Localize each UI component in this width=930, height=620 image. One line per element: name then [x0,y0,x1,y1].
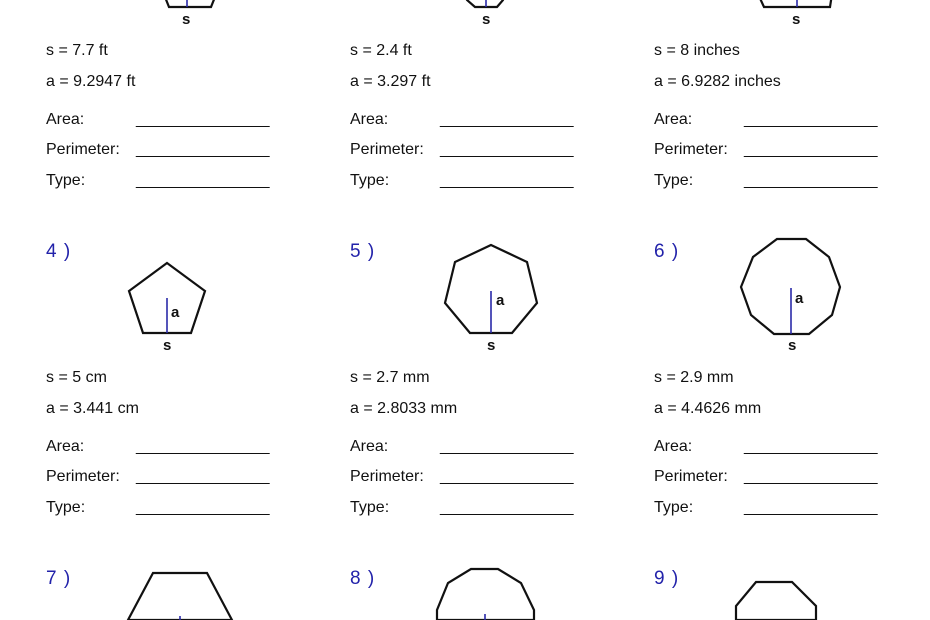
perimeter-label: Perimeter: [350,141,424,158]
polygon-outline [736,582,816,620]
area-label: Area: [654,111,693,128]
side-label: s [182,11,191,28]
polygon-outline [437,569,534,620]
perimeter-answer-blank[interactable]: _______________ [744,141,878,158]
area-answer-blank[interactable]: _______________ [136,438,270,455]
polygon-outline [155,0,225,7]
side-label: s [487,337,496,354]
perimeter-label: Perimeter: [46,468,120,485]
nonagon-figure [732,230,852,355]
apothem-length: a = 6.9282 inches [654,73,781,90]
apothem-length: a = 9.2947 ft [46,73,136,90]
side-length: s = 2.7 mm [350,369,430,386]
apothem-length: a = 2.8033 mm [350,400,458,417]
apothem-length: a = 3.441 cm [46,400,139,417]
area-label: Area: [46,438,85,455]
octagon-figure [728,572,823,620]
type-answer-blank[interactable]: _______________ [440,499,574,516]
type-label: Type: [350,172,390,189]
polygon-outline [756,0,834,7]
type-answer-blank[interactable]: _______________ [440,172,574,189]
area-answer-blank[interactable]: _______________ [440,438,574,455]
problem-2 [350,42,650,212]
apothem-length: a = 4.4626 mm [654,400,762,417]
perimeter-answer-blank[interactable]: _______________ [440,468,574,485]
problem-4 [46,369,346,539]
side-label: s [163,337,172,354]
type-answer-blank[interactable]: _______________ [744,172,878,189]
type-label: Type: [654,172,694,189]
type-label: Type: [654,499,694,516]
side-length: s = 7.7 ft [46,42,108,59]
hexagon-figure [120,562,240,620]
type-label: Type: [350,499,390,516]
side-label: s [788,337,797,354]
perimeter-label: Perimeter: [46,141,120,158]
perimeter-answer-blank[interactable]: _______________ [440,141,574,158]
side-length: s = 2.9 mm [654,369,734,386]
polygon-outline [128,573,232,620]
area-label: Area: [46,111,85,128]
heptagon-figure [435,235,545,355]
apothem-label: a [795,290,804,307]
area-answer-blank[interactable]: _______________ [744,438,878,455]
area-answer-blank[interactable]: _______________ [136,111,270,128]
apothem-length: a = 3.297 ft [350,73,431,90]
problem-5 [350,369,650,539]
problem-number-9: 9 ) [654,568,680,589]
type-label: Type: [46,172,86,189]
pentagon-figure [120,255,220,355]
apothem-label: a [171,304,180,321]
side-label: s [792,11,801,28]
nonagon-figure-2 [428,560,543,620]
perimeter-answer-blank[interactable]: _______________ [744,468,878,485]
area-label: Area: [350,438,389,455]
polygon-outline [459,0,511,7]
problem-6 [654,369,930,539]
side-label: s [482,11,491,28]
apothem-label: a [496,292,505,309]
area-label: Area: [654,438,693,455]
area-answer-blank[interactable]: _______________ [440,111,574,128]
problem-3 [654,42,930,212]
polygon-figure-2 [445,0,535,30]
perimeter-label: Perimeter: [654,468,728,485]
perimeter-label: Perimeter: [654,141,728,158]
perimeter-label: Perimeter: [350,468,424,485]
type-answer-blank[interactable]: _______________ [744,499,878,516]
perimeter-answer-blank[interactable]: _______________ [136,468,270,485]
side-length: s = 5 cm [46,369,107,386]
side-length: s = 8 inches [654,42,740,59]
problem-number-5: 5 ) [350,241,376,262]
problem-number-8: 8 ) [350,568,376,589]
area-label: Area: [350,111,389,128]
type-answer-blank[interactable]: _______________ [136,172,270,189]
polygon-figure-3 [750,0,840,30]
type-answer-blank[interactable]: _______________ [136,499,270,516]
area-answer-blank[interactable]: _______________ [744,111,878,128]
polygon-figure-1 [145,0,235,30]
perimeter-answer-blank[interactable]: _______________ [136,141,270,158]
side-length: s = 2.4 ft [350,42,412,59]
problem-number-4: 4 ) [46,241,72,262]
problem-number-6: 6 ) [654,241,680,262]
problem-1 [46,42,346,212]
problem-number-7: 7 ) [46,568,72,589]
type-label: Type: [46,499,86,516]
